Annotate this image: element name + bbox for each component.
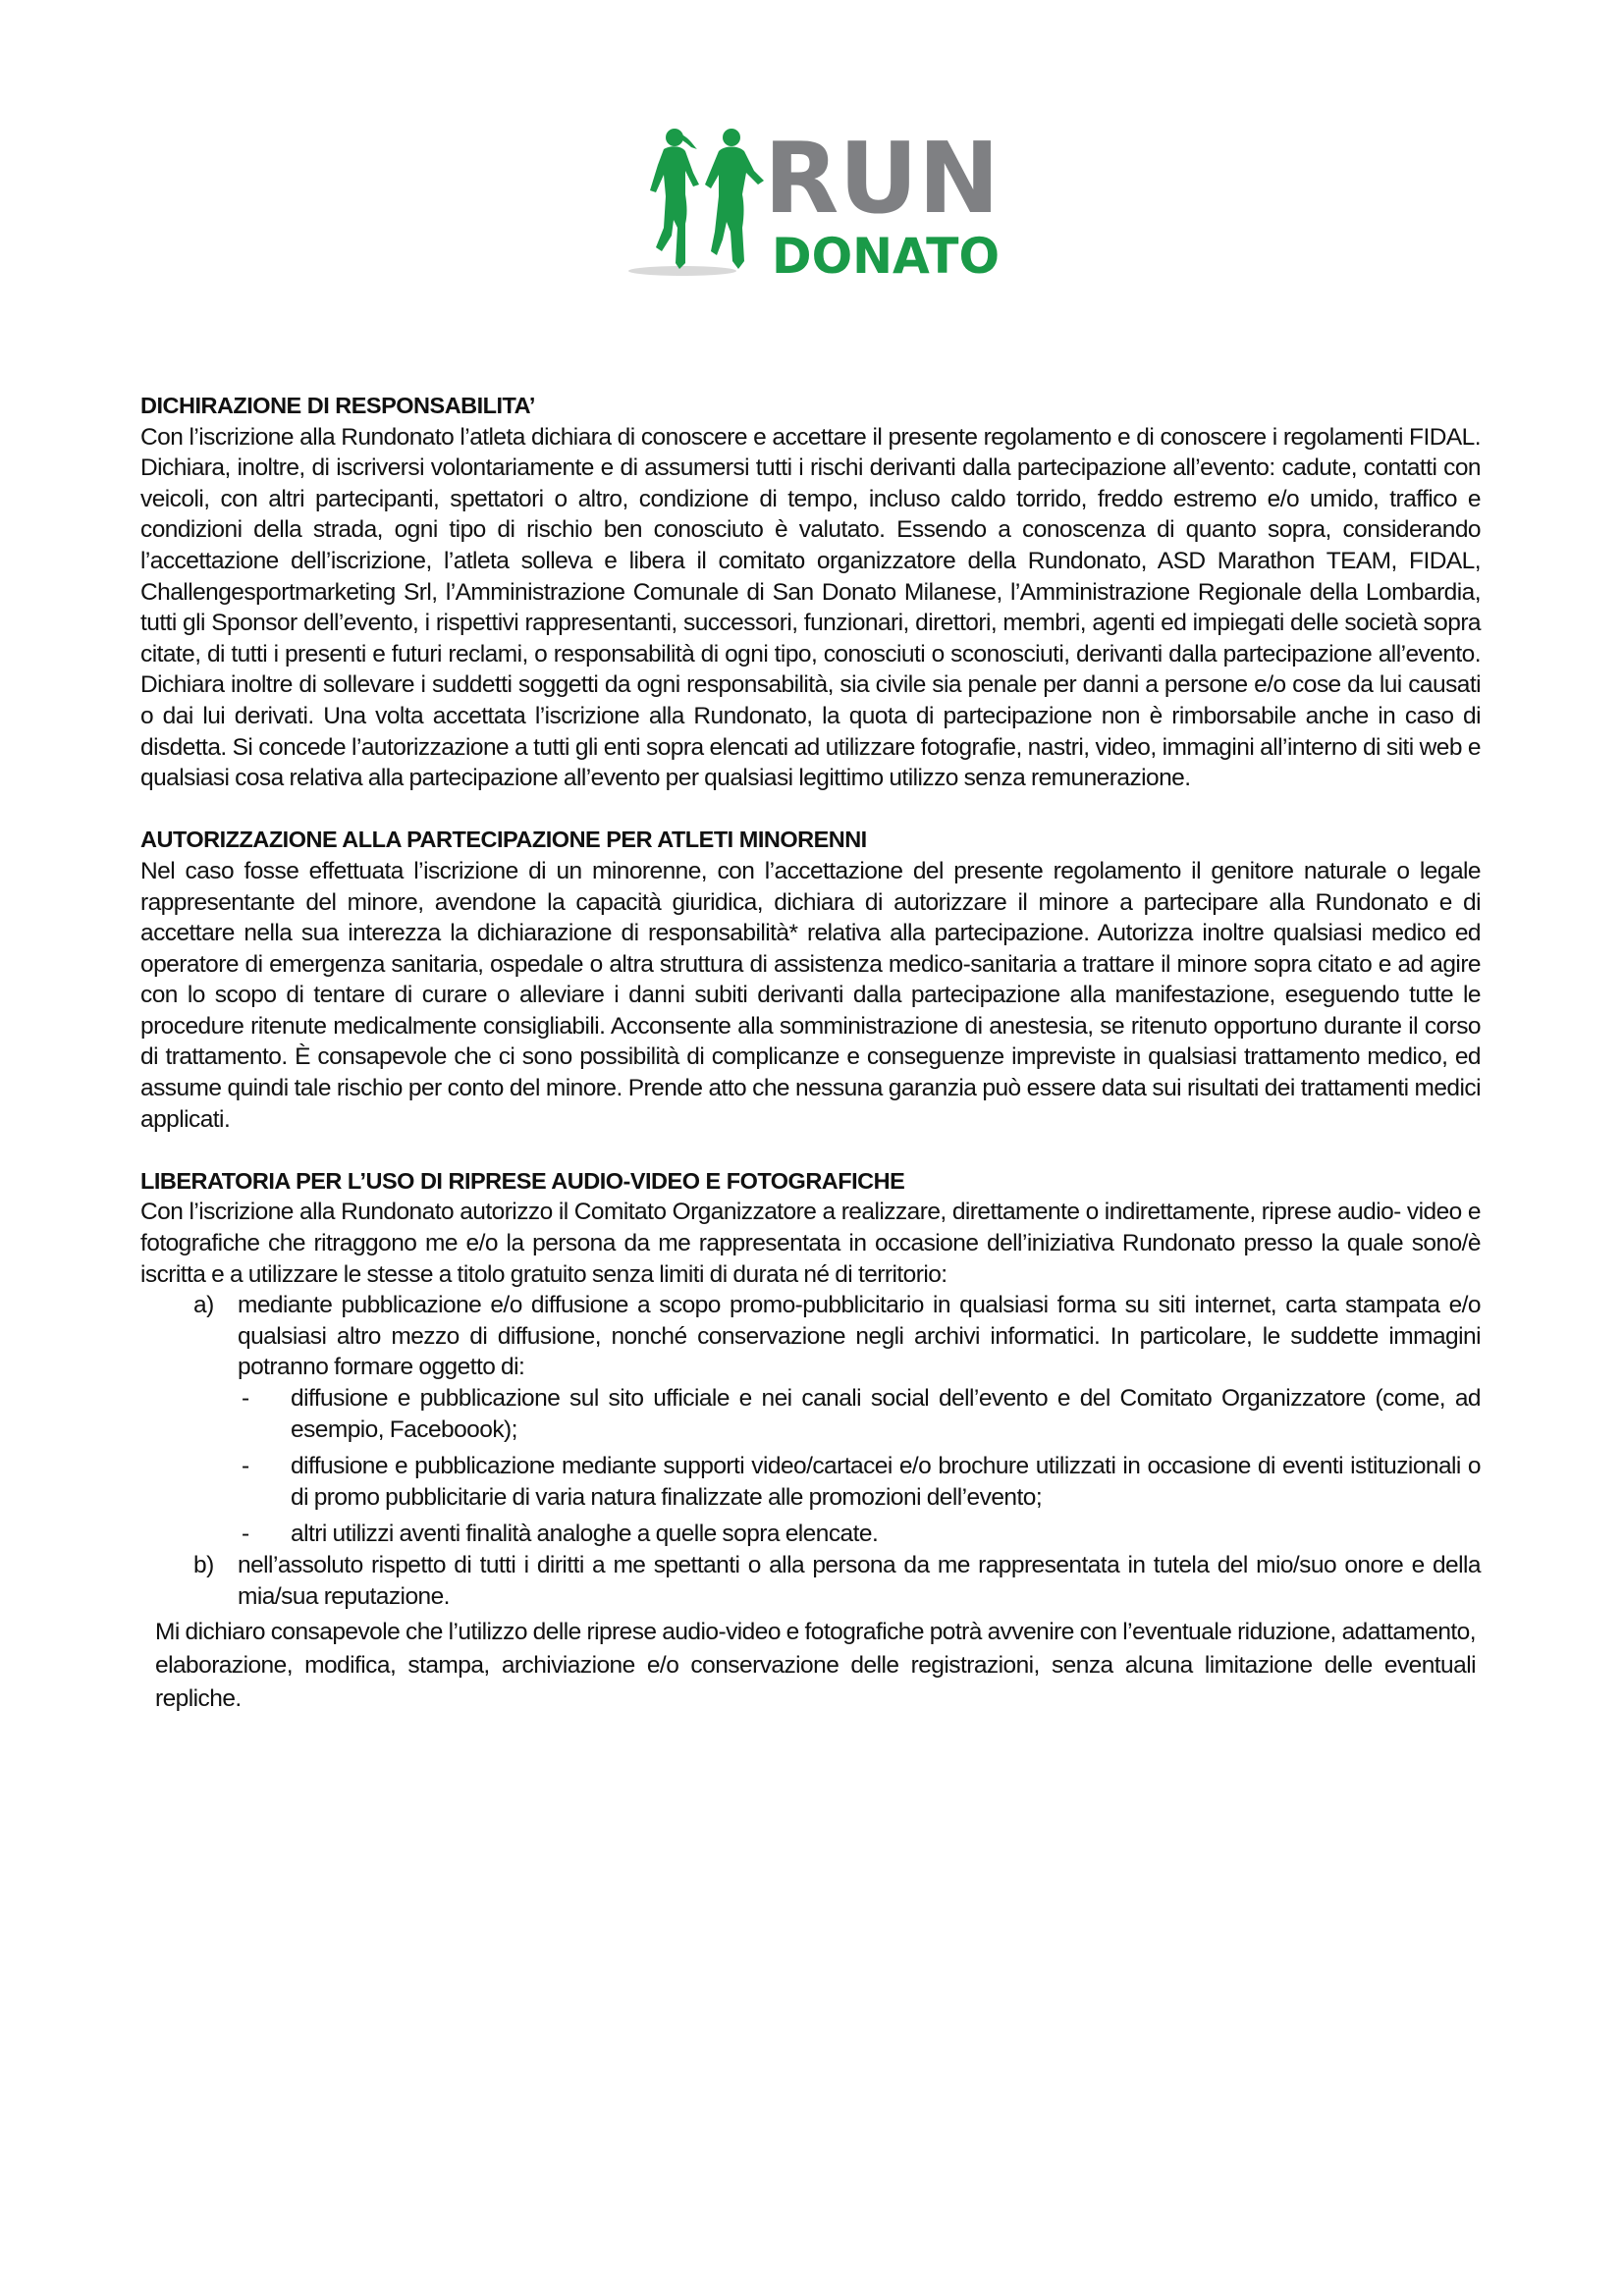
section-minor-authorization — [140, 825, 1481, 1135]
list-marker: b) — [193, 1551, 214, 1578]
runner-female-icon — [650, 129, 699, 269]
dash-marker: - — [242, 1453, 249, 1480]
section-paragraph: Con l’iscrizione alla Rundonato autorizzo il Comitato Organizzatore a realizzare, direttamente o indirettamente, riprese audio- video e fotografiche che ritraggono me e/o la persona da me rappresentata in occasione dell’iniziativa Rundonato presso la quale sono/è iscritta e a utilizzare le stesse a titolo gratuito senza limiti di durata né di territorio: — [140, 1199, 1481, 1288]
logo-word-donato: DONATO — [772, 228, 1000, 283]
section-heading: DICHIRAZIONE DI RESPONSABILITA’ — [140, 393, 535, 418]
section-heading: LIBERATORIA PER L’USO DI RIPRESE AUDIO-VIDEO E FOTOGRAFICHE — [140, 1167, 905, 1194]
sub-list-item — [238, 1519, 1481, 1550]
list-item — [140, 1290, 1481, 1550]
sub-list-item-text: diffusione e pubblicazione mediante supporti video/cartacei e/o brochure utilizzati in occasione di eventi istituzionali o di promo pubblicitarie di varia natura finalizzate alle promozioni dell’evento; — [291, 1453, 1481, 1511]
spacer — [140, 1135, 1481, 1166]
rundonato-logo — [628, 126, 1001, 283]
section-paragraph: Nel caso fosse effettuata l’iscrizione di un minorenne, con l’accettazione del presente regolamento il genitore naturale o legale rappresentante del minore, avendone la capacità giuridica, dichiara di autorizzare il minore a partecipare alla Rundonato e di accettare nella sua interezza la dichiarazione di responsabilità* relativa alla partecipazione. Autorizza inoltre qualsiasi medico ed operatore di emergenza sanitaria, ospedale o altra struttura di assistenza medico-sanitaria a trattare il minore sopra citato e ad agire con lo scopo di tentare di curare o alleviare i danni subiti derivanti dalla partecipazione alla manifestazione, eseguendo tutte le procedure ritenute medicalmente consigliabili. Acconsente alla somministrazione di anestesia, se ritenuto opportuno durante il corso di trattamento. È consapevole che ci sono possibilità di complicanze e conseguenze impreviste in qualsiasi trattamento medico, ed assume quindi tale rischio per conto del minore. Prende atto che nessuna garanzia può essere data sui risultati dei trattamenti medici applicati. — [140, 857, 1481, 1133]
section-heading: AUTORIZZAZIONE ALLA PARTECIPAZIONE PER ATLETI MINORENNI — [140, 827, 867, 853]
section-paragraph: Con l’iscrizione alla Rundonato l’atleta dichiara di conoscere e accettare il presente regolamento e di conoscere i regolamenti FIDAL. Dichiara, inoltre, di iscriversi volontariamente e di assumersi tutti i rischi derivanti dalla partecipazione all’evento: cadute, contatti con veicoli, con altri partecipanti, spettatori o altro, condizione di tempo, incluso caldo torrido, freddo estremo e/o umido, traffico e condizioni della strada, ogni tipo di rischio ben conosciuto è valutato. Essendo a conoscenza di quanto sopra, considerando l’accettazione dell’iscrizione, l’atleta solleva e libera il comitato organizzatore della Rundonato, ASD Marathon TEAM, FIDAL, Challengesportmarketing Srl, l’Amministrazione Comunale di San Donato Milanese, l’Amministrazione Regionale della Lombardia, tutti gli Sponsor dell’evento, i rispettivi rappresentanti, successori, funzionari, direttori, membri, agenti ed impiegati delle società sopra citate, di tutti i presenti e futuri reclami, o responsabilità di ogni tipo, conosciuti o sconosciuti, derivanti dalla partecipazione all’evento. Dichiara inoltre di sollevare i suddetti soggetti da ogni responsabilità, sia civile sia penale per danni a persone e/o cose da lui causati o dai lui derivati. Una volta accettata l’iscrizione alla Rundonato, la quota di partecipazione non è rimborsabile anche in caso di disdetta. Si concede l’autorizzazione a tutti gli enti sopra elencati ad utilizzare fotografie, nastri, video, immagini all’interno di siti web e qualsiasi cosa relativa alla partecipazione all’evento per qualsiasi legittimo utilizzo senza remunerazione. — [140, 423, 1481, 792]
spacer — [140, 794, 1481, 826]
sub-list-item-text: diffusione e pubblicazione sul sito ufficiale e nei canali social dell’evento e del Comitato Organizzatore (come, ad esempio, Faceboook); — [291, 1385, 1481, 1443]
list-item-text: mediante pubblicazione e/o diffusione a scopo promo-pubblicitario in qualsiasi forma su siti internet, carta stampata e/o qualsiasi altro mezzo di diffusione, nonché conservazione negli archivi informatici. In particolare, le suddette immagini potranno formare oggetto di: — [238, 1292, 1481, 1381]
document-body — [140, 391, 1481, 1740]
sub-list-item — [238, 1383, 1481, 1445]
section-media-release — [140, 1166, 1481, 1716]
runner-male-icon — [705, 129, 764, 269]
runner-shadow — [628, 266, 736, 276]
list-marker: a) — [193, 1292, 214, 1319]
section-responsibility-declaration — [140, 391, 1481, 794]
sub-list-item-text: altri utilizzi aventi finalità analoghe a quelle sopra elencate. — [291, 1521, 879, 1548]
logo-graphic — [628, 126, 1001, 283]
sub-list-item — [238, 1451, 1481, 1513]
dash-marker: - — [242, 1521, 249, 1548]
closing-paragraph: Mi dichiaro consapevole che l’utilizzo delle riprese audio-video e fotografiche potrà avvenire con l’eventuale riduzione, adattamento, elaborazione, modifica, stampa, archiviazione e/o conservazione delle registrazioni, senza alcuna limitazione delle eventuali repliche. — [155, 1619, 1476, 1713]
list-item — [140, 1550, 1481, 1612]
dash-marker: - — [242, 1385, 249, 1412]
list-item-text: nell’assoluto rispetto di tutti i diritti a me spettanti o alla persona da me rappresentata in tutela del mio/suo onore e della mia/sua reputazione. — [238, 1551, 1481, 1610]
sub-list — [238, 1383, 1481, 1550]
logo-word-run: RUN — [764, 126, 1000, 236]
usage-list — [140, 1290, 1481, 1612]
